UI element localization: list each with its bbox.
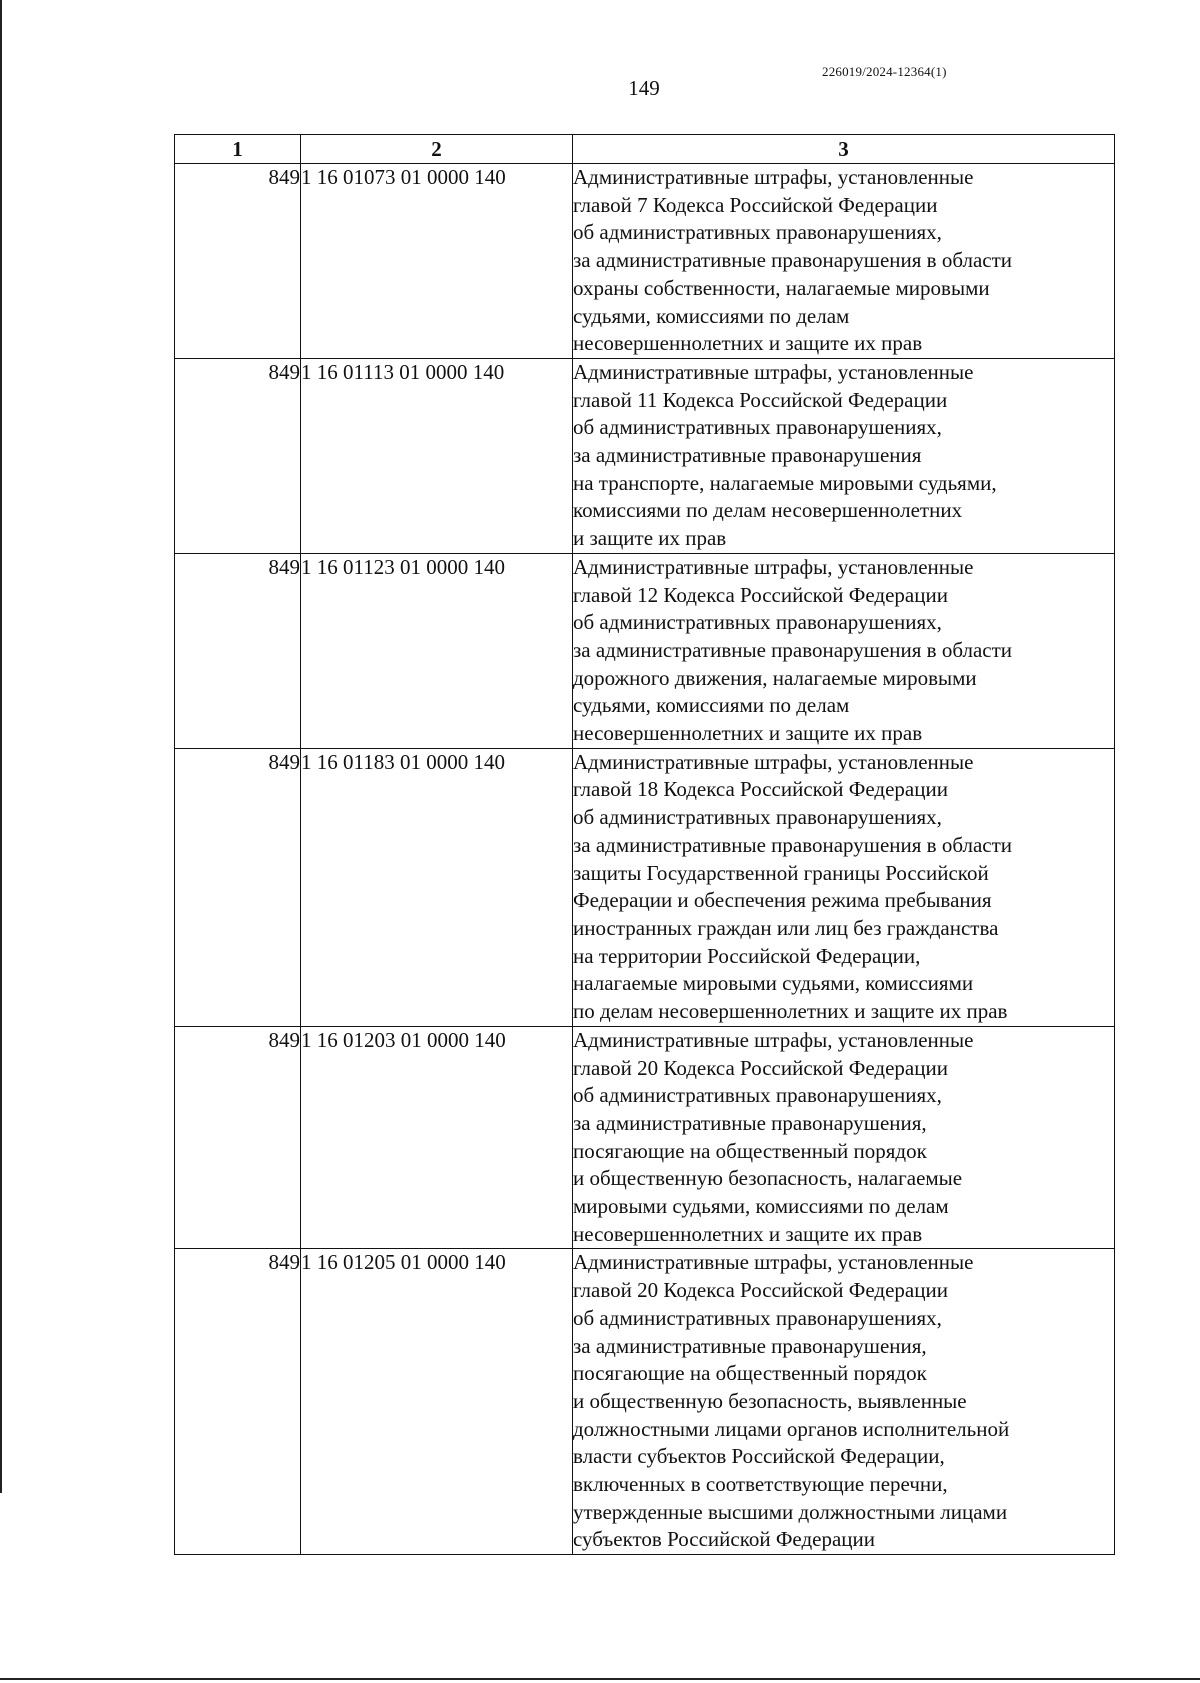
description-line: за административные правонарушения,: [573, 1110, 927, 1135]
description-line: главой 20 Кодекса Российской Федерации: [573, 1055, 948, 1080]
description-line: судьями, комиссиями по делам: [573, 303, 850, 328]
page-number: 149: [628, 76, 660, 100]
budget-classification-code-cell: 1 16 01123 01 0000 140: [301, 553, 573, 748]
description-line: Административные штрафы, установленные: [573, 1250, 974, 1275]
description-line: главой 18 Кодекса Российской Федерации: [573, 777, 948, 802]
admin-code-cell: 849: [175, 1249, 301, 1555]
admin-code-cell: 849: [175, 748, 301, 1026]
description-line: налагаемые мировыми судьями, комиссиями: [573, 971, 974, 996]
description-line: об административных правонарушениях,: [573, 220, 942, 245]
description-line: Административные штрафы, установленные: [573, 165, 974, 189]
description-line: власти субъектов Российской Федерации,: [573, 1444, 945, 1469]
description-line: за административные правонарушения: [573, 443, 922, 468]
admin-code-cell: 849: [175, 164, 301, 359]
description-cell: [573, 1249, 1115, 1555]
description-line: на территории Российской Федерации,: [573, 943, 921, 968]
description-line: и общественную безопасность, налагаемые: [573, 1166, 963, 1191]
description-line: посягающие на общественный порядок: [573, 1138, 927, 1163]
description-line: Административные штрафы, установленные: [573, 1027, 974, 1052]
description-line: главой 11 Кодекса Российской Федерации: [573, 387, 948, 412]
budget-classification-code-cell: 1 16 01203 01 0000 140: [301, 1026, 573, 1249]
column-header-3: 3: [573, 135, 1115, 164]
admin-code-cell: 849: [175, 1026, 301, 1249]
table-header-row: [175, 135, 1115, 164]
table-row: [175, 358, 1115, 553]
description-line: Административные штрафы, установленные: [573, 554, 974, 579]
table-row: [175, 553, 1115, 748]
description-cell: [573, 358, 1115, 553]
description-line: иностранных граждан или лиц без гражданства: [573, 915, 999, 940]
budget-classification-code-cell: 1 16 01073 01 0000 140: [301, 164, 573, 359]
description-line: за административные правонарушения,: [573, 1333, 927, 1358]
description-line: об административных правонарушениях,: [573, 1305, 942, 1330]
document-number: 226019/2024-12364(1): [822, 64, 947, 79]
table-row: [175, 164, 1115, 359]
description-line: об административных правонарушениях,: [573, 805, 942, 830]
admin-code-cell: 849: [175, 553, 301, 748]
description-line: об административных правонарушениях,: [573, 415, 942, 440]
description-cell: [573, 553, 1115, 748]
budget-classification-code-cell: 1 16 01205 01 0000 140: [301, 1249, 573, 1555]
description-line: субъектов Российской Федерации: [573, 1527, 876, 1552]
column-header-2: 2: [301, 135, 573, 164]
description-line: должностными лицами органов исполнительной: [573, 1416, 1010, 1441]
description-line: Федерации и обеспечения режима пребывания: [573, 888, 992, 913]
description-line: об административных правонарушениях,: [573, 610, 942, 635]
description-line: об административных правонарушениях,: [573, 1083, 942, 1108]
description-line: комиссиями по делам несовершеннолетних: [573, 498, 963, 523]
description-cell: [573, 1026, 1115, 1249]
description-line: главой 7 Кодекса Российской Федерации: [573, 192, 938, 217]
description-line: на транспорте, налагаемые мировыми судьями,: [573, 470, 997, 495]
budget-codes-table: [174, 134, 1115, 1555]
description-cell: [573, 164, 1115, 359]
description-line: по делам несовершеннолетних и защите их прав: [573, 999, 1008, 1024]
description-line: Административные штрафы, установленные: [573, 749, 974, 774]
description-line: несовершеннолетних и защите их прав: [573, 721, 923, 746]
description-line: за административные правонарушения в области: [573, 637, 1013, 662]
description-line: за административные правонарушения в области: [573, 832, 1013, 857]
budget-classification-code-cell: 1 16 01113 01 0000 140: [301, 358, 573, 553]
description-line: главой 12 Кодекса Российской Федерации: [573, 582, 948, 607]
table-body: [175, 164, 1115, 1555]
budget-classification-code-cell: 1 16 01183 01 0000 140: [301, 748, 573, 1026]
description-line: несовершеннолетних и защите их прав: [573, 1221, 923, 1246]
table-row: [175, 1249, 1115, 1555]
description-line: посягающие на общественный порядок: [573, 1361, 927, 1386]
table-row: [175, 1026, 1115, 1249]
scan-border-bottom: [0, 1678, 1200, 1680]
description-cell: [573, 748, 1115, 1026]
description-line: судьями, комиссиями по делам: [573, 693, 850, 718]
column-header-1: 1: [175, 135, 301, 164]
description-line: и защите их прав: [573, 526, 727, 551]
description-line: несовершеннолетних и защите их прав: [573, 331, 923, 356]
description-line: защиты Государственной границы Российской: [573, 860, 989, 885]
description-line: охраны собственности, налагаемые мировыми: [573, 275, 990, 300]
description-line: включенных в соответствующие перечни,: [573, 1472, 948, 1497]
description-line: Административные штрафы, установленные: [573, 359, 974, 384]
table-row: [175, 748, 1115, 1026]
description-line: и общественную безопасность, выявленные: [573, 1388, 967, 1413]
description-line: за административные правонарушения в области: [573, 248, 1013, 273]
admin-code-cell: 849: [175, 358, 301, 553]
description-line: дорожного движения, налагаемые мировыми: [573, 665, 977, 690]
description-line: главой 20 Кодекса Российской Федерации: [573, 1278, 948, 1303]
description-line: утвержденные высшими должностными лицами: [573, 1499, 1008, 1524]
scan-border-left: [0, 0, 2, 1493]
description-line: мировыми судьями, комиссиями по делам: [573, 1194, 949, 1219]
